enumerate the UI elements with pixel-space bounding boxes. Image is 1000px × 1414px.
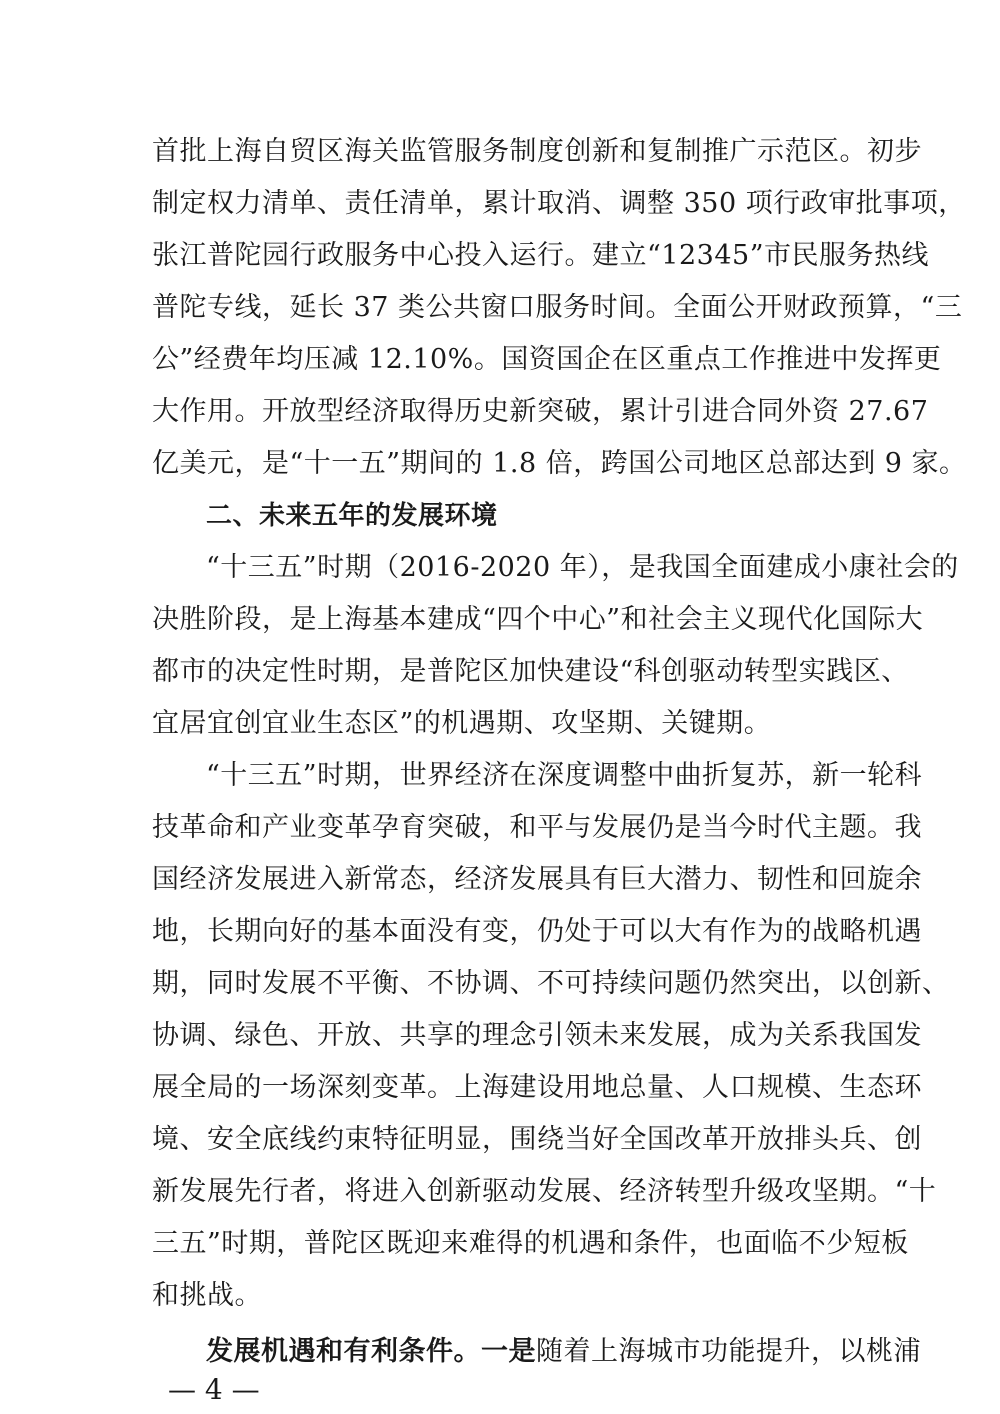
paragraph-line: 三五”时期，普陀区既迎来难得的机遇和条件，也面临不少短板 [152, 1228, 909, 1259]
bold-lead: 发展机遇和有利条件。 [206, 1336, 481, 1367]
paragraph-line: 协调、绿色、开放、共享的理念引领未来发展，成为关系我国发 [152, 1020, 922, 1051]
paragraph-line: “十三五”时期，世界经济在深度调整中曲折复苏，新一轮科 [206, 760, 923, 791]
paragraph-line: 和挑战。 [152, 1280, 262, 1311]
paragraph-line: 公”经费年均压减 12.10%。国资国企在区重点工作推进中发挥更 [152, 344, 942, 375]
paragraph-line: 新发展先行者，将进入创新驱动发展、经济转型升级攻坚期。“十 [152, 1176, 937, 1207]
paragraph-line: 制定权力清单、责任清单，累计取消、调整 350 项行政审批事项， [152, 188, 966, 219]
page-number: — 4 — [168, 1373, 260, 1406]
paragraph-line: 决胜阶段，是上海基本建成“四个中心”和社会主义现代化国际大 [152, 604, 924, 635]
paragraph-line: 亿美元，是“十一五”期间的 1.8 倍，跨国公司地区总部达到 9 家。 [152, 448, 967, 479]
paragraph-line: 张江普陀园行政服务中心投入运行。建立“12345”市民服务热线 [152, 240, 929, 271]
paragraph-line [206, 1334, 921, 1370]
paragraph-line: “十三五”时期（2016-2020 年），是我国全面建成小康社会的 [206, 552, 959, 583]
section-heading: 二、未来五年的发展环境 [206, 501, 498, 531]
paragraph-line: 期，同时发展不平衡、不协调、不可持续问题仍然突出，以创新、 [152, 968, 950, 999]
paragraph-text: 随着上海城市功能提升，以桃浦 [536, 1336, 921, 1367]
paragraph-line: 境、安全底线约束特征明显，围绕当好全国改革开放排头兵、创 [152, 1124, 922, 1155]
paragraph-line: 大作用。开放型经济取得历史新突破，累计引进合同外资 27.67 [152, 396, 929, 427]
paragraph-line: 展全局的一场深刻变革。上海建设用地总量、人口规模、生态环 [152, 1072, 922, 1103]
paragraph-line: 宜居宜创宜业生态区”的机遇期、攻坚期、关键期。 [152, 708, 772, 739]
paragraph-line: 都市的决定性时期，是普陀区加快建设“科创驱动转型实践区、 [152, 656, 909, 687]
paragraph-line: 首批上海自贸区海关监管服务制度创新和复制推广示范区。初步 [152, 136, 922, 167]
paragraph-line: 国经济发展进入新常态，经济发展具有巨大潜力、韧性和回旋余 [152, 864, 922, 895]
bold-first: 一是 [481, 1336, 536, 1367]
paragraph-line: 普陀专线，延长 37 类公共窗口服务时间。全面公开财政预算，“三 [152, 292, 963, 323]
paragraph-line: 技革命和产业变革孕育突破，和平与发展仍是当今时代主题。我 [152, 812, 922, 843]
paragraph-line: 地，长期向好的基本面没有变，仍处于可以大有作为的战略机遇 [152, 916, 922, 947]
